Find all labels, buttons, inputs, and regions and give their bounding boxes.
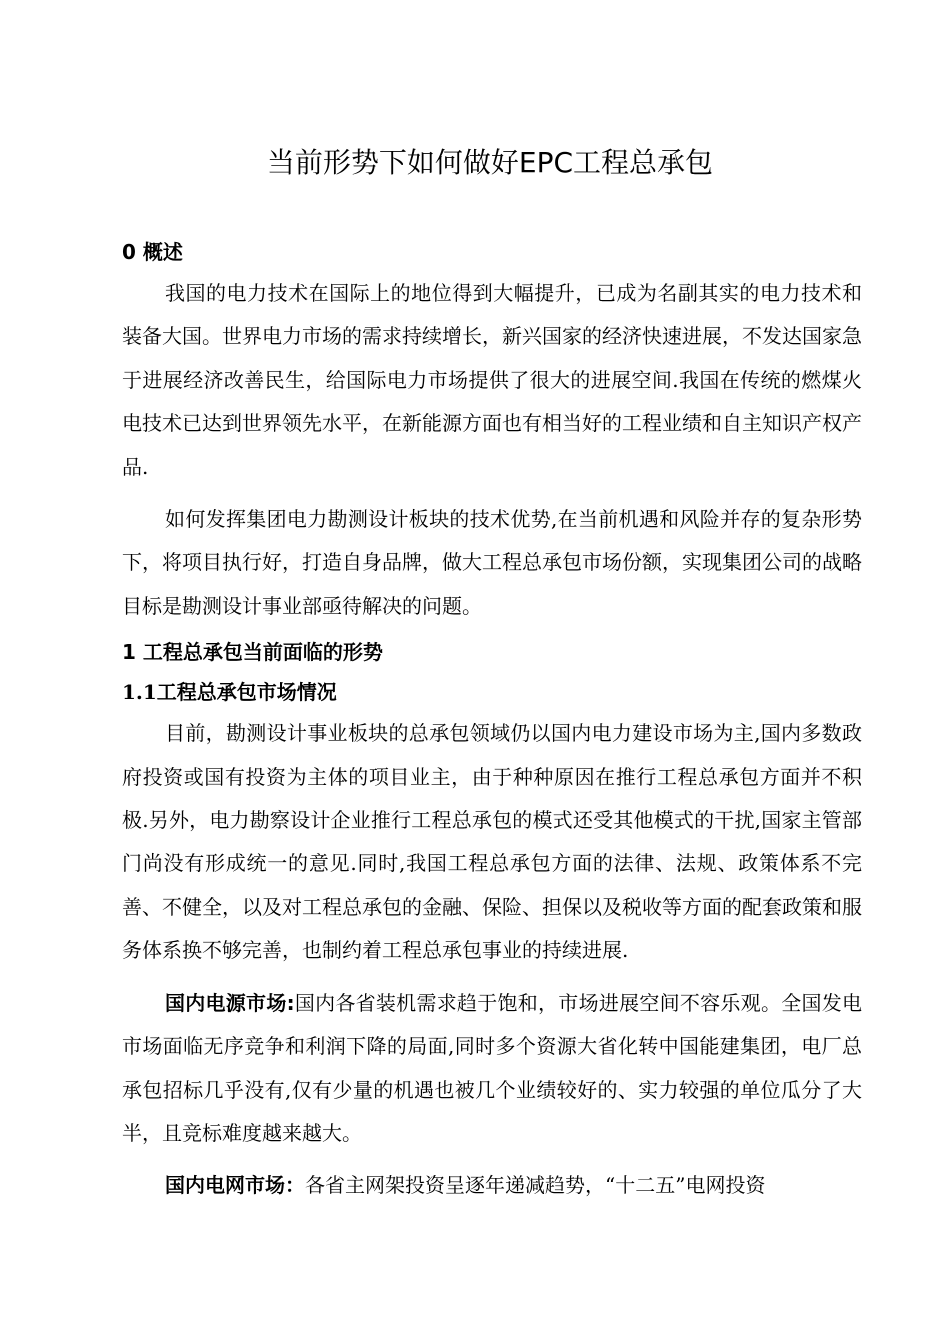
subsection-heading-market: 1.1工程总承包市场情况 <box>122 680 337 705</box>
section-heading-overview: 0 概述 <box>122 240 183 264</box>
paragraph: 我国的电力技术在国际上的地位得到大幅提升，已成为名副其实的电力技术和装备大国。世界电力市场的需求持续增长，新兴国家的经济快速进展，不发达国家急于进展经济改善民生，给国际电力市场提供了很大的进展空间.我国在传统的燃煤火电技术已达到世界领先水平，在新能源方面也有相当好的工程业绩和自主知识产权产品. <box>122 281 862 479</box>
document-title: 当前形势下如何做好EPC工程总承包 <box>266 146 714 179</box>
paragraph-text: 国内各省装机需求趋于饱和，市场进展空间不容乐观。全国发电市场面临无序竞争和利润下降的局面,同时多个资源大省化转中国能建集团，电厂总承包招标几乎没有,仅有少量的机遇也被几个业绩较好的、实力较强的单位瓜分了大半，且竞标难度越来越大。 <box>122 990 863 1145</box>
section-heading-current-situation: 1 工程总承包当前面临的形势 <box>122 640 383 665</box>
paragraph-domestic-grid-market <box>122 1164 862 1207</box>
paragraph: 目前，勘测设计事业板块的总承包领域仍以国内电力建设市场为主,国内多数政府投资或国有投资为主体的项目业主，由于种种原因在推行工程总承包方面并不积极.另外，电力勘察设计企业推行工程总承包的模式还受其他模式的干扰,国家主管部门尚没有形成统一的意见.同时,我国工程总承包方面的法律、法规、政策体系不完善、不健全，以及对工程总承包的金融、保险、担保以及税收等方面的配套政策和服务体系换不够完善，也制约着工程总承包事业的持续进展. <box>122 721 862 963</box>
paragraph-lead: 国内电源市场: <box>165 990 295 1015</box>
paragraph: 如何发挥集团电力勘测设计板块的技术优势,在当前机遇和风险并存的复杂形势下，将项目执行好，打造自身品牌，做大工程总承包市场份额，实现集团公司的战略目标是勘测设计事业部亟待解决的问题。 <box>122 507 862 618</box>
paragraph-domestic-power-market <box>122 982 862 1156</box>
paragraph-text: 各省主网架投资呈逐年递减趋势，“十二五”电网投资 <box>305 1173 766 1198</box>
paragraph-lead: 国内电网市场： <box>165 1173 305 1198</box>
document-body <box>122 232 862 1208</box>
